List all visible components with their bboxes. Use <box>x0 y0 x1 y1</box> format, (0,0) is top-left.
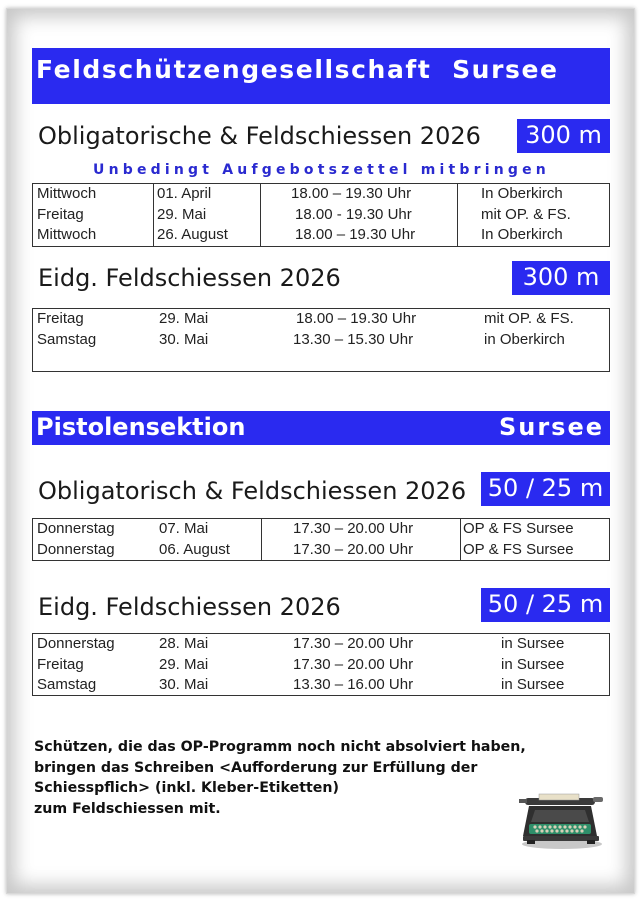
time-cell: 17.30 – 20.00 Uhr <box>293 635 414 652</box>
rifle-obligatory-heading: Obligatorische & Feldschiessen 2026 <box>38 122 481 150</box>
time-cell: 18.00 – 19.30 Uhr <box>295 226 416 243</box>
notice-line: zum Feldschiessen mit. <box>34 800 221 817</box>
date-cell: 06. August <box>159 540 230 558</box>
summons-note: Unbedingt Aufgebotszettel mitbringen <box>93 162 550 178</box>
time-cell: 17.30 – 20.00 Uhr <box>293 520 414 537</box>
info-cell: In Oberkirch <box>481 226 563 243</box>
rifle-field-table <box>32 308 610 372</box>
pistol-field-distance: 50 / 25 m <box>481 588 610 622</box>
info-cell: In Oberkirch <box>481 185 563 202</box>
table-row <box>33 655 609 676</box>
day-cell: Mittwoch <box>37 185 97 202</box>
date-cell: 29. Mai <box>159 310 209 327</box>
table-row <box>33 309 609 330</box>
info-cell: mit OP. & FS. <box>481 205 571 223</box>
day-cell: Samstag <box>37 330 97 348</box>
rifle-field-distance: 300 m <box>512 261 610 295</box>
time-cell: 17.30 – 20.00 Uhr <box>293 655 414 673</box>
info-cell: OP & FS Sursee <box>463 540 574 558</box>
table-row <box>33 519 609 540</box>
date-cell: 29. Mai <box>159 655 209 673</box>
table-row <box>33 675 609 696</box>
pistol-field-heading: Eidg. Feldschiessen 2026 <box>38 593 341 621</box>
time-cell: 17.30 – 20.00 Uhr <box>293 540 414 558</box>
pistol-section-location: Sursee <box>498 413 604 441</box>
day-cell: Freitag <box>37 310 84 327</box>
info-cell: OP & FS Sursee <box>463 520 574 537</box>
info-cell: in Sursee <box>501 635 565 652</box>
date-cell: 30. Mai <box>159 676 209 693</box>
date-cell: 29. Mai <box>157 205 207 223</box>
time-cell: 13.30 – 15.30 Uhr <box>293 330 414 348</box>
date-cell: 28. Mai <box>159 635 209 652</box>
date-cell: 01. April <box>157 185 212 202</box>
day-cell: Donnerstag <box>37 540 115 558</box>
notice-line: Schützen, die das OP-Programm noch nicht absolviert haben, <box>34 739 526 755</box>
notice-line: Schiesspflich> (inkl. Kleber-Etiketten) <box>34 780 339 796</box>
pistol-obligatory-heading: Obligatorisch & Feldschiessen 2026 <box>38 477 467 505</box>
notice-line: bringen das Schreiben <Aufforderung zur Erfüllung der <box>34 759 478 776</box>
rifle-obligatory-table <box>32 183 610 247</box>
day-cell: Mittwoch <box>37 226 97 243</box>
table-row <box>33 225 609 246</box>
day-cell: Donnerstag <box>37 520 115 537</box>
table-row <box>33 634 609 655</box>
info-cell: in Sursee <box>501 676 565 693</box>
table-row <box>33 540 609 561</box>
pistol-section-banner <box>32 411 610 445</box>
pistol-obligatory-distance: 50 / 25 m <box>481 472 610 506</box>
table-row <box>33 184 609 205</box>
typewriter-icon <box>517 792 607 850</box>
info-cell: in Sursee <box>501 655 565 673</box>
day-cell: Samstag <box>37 676 97 693</box>
club-title-banner: Feldschützengesellschaft Sursee <box>32 48 610 104</box>
pistol-section-title: Pistolensektion <box>36 413 246 441</box>
table-row <box>33 205 609 226</box>
rifle-obligatory-distance: 300 m <box>517 119 610 153</box>
date-cell: 07. Mai <box>159 520 209 537</box>
pistol-obligatory-table <box>32 518 610 561</box>
time-cell: 13.30 – 16.00 Uhr <box>293 676 414 693</box>
rifle-field-heading: Eidg. Feldschiessen 2026 <box>38 264 341 292</box>
date-cell: 30. Mai <box>159 330 209 348</box>
pistol-field-table <box>32 633 610 696</box>
table-row <box>33 330 609 351</box>
time-cell: 18.00 - 19.30 Uhr <box>295 205 412 223</box>
time-cell: 18.00 – 19.30 Uhr <box>296 310 417 327</box>
day-cell: Freitag <box>37 655 84 673</box>
day-cell: Donnerstag <box>37 635 115 652</box>
op-program-notice <box>34 737 594 819</box>
day-cell: Freitag <box>37 205 84 223</box>
info-cell: mit OP. & FS. <box>484 310 574 327</box>
info-cell: in Oberkirch <box>484 330 565 348</box>
time-cell: 18.00 – 19.30 Uhr <box>291 185 412 202</box>
date-cell: 26. August <box>157 226 228 243</box>
